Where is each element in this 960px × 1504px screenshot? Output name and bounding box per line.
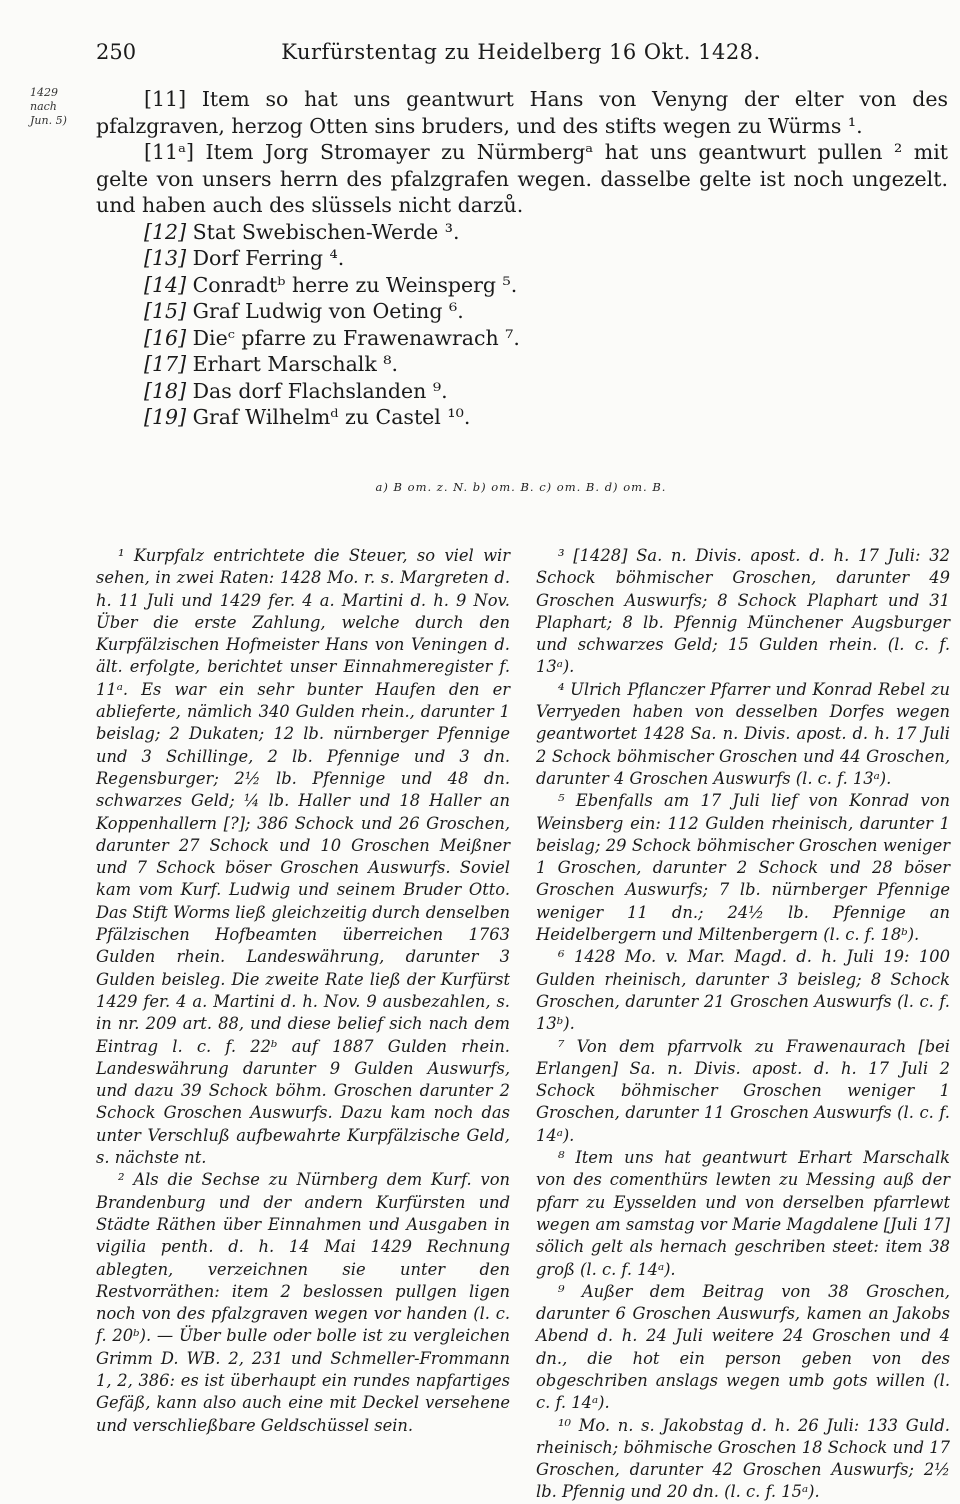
list-item bbox=[96, 351, 948, 378]
item-text: Dieᶜ pfarre zu Frawenawrach ⁷. bbox=[192, 325, 520, 350]
footnotes-left-column bbox=[96, 545, 510, 1437]
list-item bbox=[96, 325, 948, 352]
item-number: [19] bbox=[144, 405, 187, 429]
item-number: [15] bbox=[144, 299, 187, 323]
list-item bbox=[96, 404, 948, 431]
footnote: ⁷ Von dem pfarrvolk zu Frawenaurach [bei Erlangen] Sa. n. Divis. apost. d. h. 17 Juli 2 Schock böhmischer Groschen weniger 1 Groschen, darunter 11 Groschen Auswurfs (l. c. f. 14ᵃ). bbox=[536, 1036, 950, 1145]
item-number: [18] bbox=[144, 378, 187, 403]
margin-note bbox=[30, 86, 94, 128]
list-item bbox=[96, 272, 948, 299]
item-text: Conradtᵇ herre zu Weinsperg ⁵. bbox=[192, 272, 518, 297]
footnotes-right-column bbox=[536, 545, 950, 1504]
footnote: ⁵ Ebenfalls am 17 Juli lief von Konrad von Weinsberg ein: 112 Gulden rheinisch, darunter 1 beislag; 29 Schock böhmischer Groschen weniger 1 Groschen, darunter 2 Schock und 28 böser Groschen Auswurfs; 7 lb. nürnberger Pfennige weniger 11 dn.; 24½ lb. Pfennige an Heidelbergern und Miltenbergern (l. c. f. 18ᵇ). bbox=[536, 791, 950, 945]
item-text: Graf Wilhelmᵈ zu Castel ¹⁰. bbox=[192, 405, 471, 429]
margin-note-line: Jun. 5) bbox=[30, 114, 67, 127]
variant-apparatus: a) B om. z. N. b) om. B. c) om. B. d) om. B. bbox=[375, 480, 667, 494]
footnote: ⁴ Ulrich Pflanczer Pfarrer und Konrad Rebel zu Verryeden haben von desselben Dorfes wegen geantwortet 1428 Sa. n. Divis. apost. d. h. 17 Juli 2 Schock böhmischer Groschen und 44 Groschen, darunter 4 Groschen Auswurfs (l. c. f. 13ᵃ). bbox=[536, 679, 950, 788]
item-number: [14] bbox=[144, 272, 187, 297]
footnote: ⁶ 1428 Mo. v. Mar. Magd. d. h. Juli 19: 100 Gulden rheinisch, darunter 3 beisleg; 8 Schock Groschen, darunter 21 Groschen Auswurfs (l. c. f. 13ᵇ). bbox=[536, 947, 950, 1034]
margin-note-line: 1429 bbox=[30, 86, 58, 99]
item-number: [12] bbox=[144, 219, 187, 244]
item-text: Graf Ludwig von Oeting ⁶. bbox=[192, 299, 464, 323]
footnote: ³ [1428] Sa. n. Divis. apost. d. h. 17 Juli: 32 Schock böhmischer Groschen, darunter 49 Groschen Auswurfs; 8 Schock Plaphart und 31 Plaphart; 8 lb. Pfennig Münchener Augsburger und schwarzes Geld; 15 Gulden rhein. (l. c. f. 13ᵃ). bbox=[536, 546, 950, 677]
main-paragraph: [11] Item so hat uns geantwurt Hans von Venyng der elter von des pfalzgraven, herzog Otten sins bruders, und des stifts wegen zu Würms ¹. bbox=[96, 87, 948, 138]
margin-note-line: nach bbox=[30, 100, 57, 113]
item-text: Stat Swebischen-Werde ³. bbox=[192, 219, 460, 244]
footnote: ¹⁰ Mo. n. s. Jakobstag d. h. 26 Juli: 133 Guld. rheinisch; böhmische Groschen 18 Schock und 17 Groschen, darunter 42 Groschen Auswurfs; 2½ lb. Pfennig und 20 dn. (l. c. f. 15ᵃ). bbox=[536, 1415, 950, 1502]
item-text: Das dorf Flachslanden ⁹. bbox=[192, 378, 448, 403]
list-item bbox=[96, 378, 948, 405]
item-number: [13] bbox=[144, 246, 187, 270]
footnote: ² Als die Sechse zu Nürnberg dem Kurf. von Brandenburg und der andern Kurfürsten und Städte Räthen über Einnahmen und Ausgaben in vigilia penth. d. h. 14 Mai 1429 Rechnung ablegten, verzeichnen sie unter den Restvorräthen: item 2 beslossen pullgen ligen noch von des pfalzgraven wegen vor handen (l. c. f. 20ᵇ). — Über bulle oder bolle ist zu vergleichen Grimm D. WB. 2, 231 und Schmeller-Frommann 1, 2, 386: es ist überhaupt ein rundes napfartiges Gefäß, kann also auch eine mit Deckel versehene und verschließbare Geldschüssel sein. bbox=[96, 1170, 510, 1435]
page-number: 250 bbox=[96, 40, 137, 64]
item-number: [17] bbox=[144, 352, 187, 376]
list-item bbox=[96, 298, 948, 325]
running-title: Kurfürstentag zu Heidelberg 16 Okt. 1428. bbox=[281, 40, 761, 64]
footnote: ¹ Kurpfalz entrichtete die Steuer, so viel wir sehen, in zwei Raten: 1428 Mo. r. s. Margreten d. h. 11 Juli und 1429 fer. 4 a. Martini d. h. 9 Nov. Über die erste Zahlung, welche durch den Kurpfälzischen Hofmeister Hans von Veningen d. ält. erfolgte, berichtet unser Einnahmeregister f. 11ᵃ. Es war ein sehr bunter Haufen den er ablieferte, nämlich 340 Gulden rhein., darunter 1 beislag; 2 Dukaten; 12 lb. nürnberger Pfennige und 3 Schillinge, 2 lb. Pfennige und 3 dn. Regensburger; 2½ lb. Pfennige und 48 dn. schwarzes Geld; ¼ lb. Haller und 18 Haller an Koppenhallern [?]; 386 Schock und 26 Groschen, darunter 27 Schock und 10 Groschen Meißner und 7 Schock böser Groschen Auswurfs. Soviel kam vom Kurf. Ludwig und seinem Bruder Otto. Das Stift Worms ließ gleichzeitig durch denselben Pfälzischen Hofbeamten überreichen 1763 Gulden rhein. Landeswährung, darunter 3 Gulden beisleg. Die zweite Rate ließ der Kurfürst 1429 fer. 4 a. Martini d. h. Nov. 9 ausbezahlen, s. in nr. 209 art. 88, und diese belief sich nach dem Eintrag l. c. f. 22ᵇ auf 1887 Gulden rhein. Landeswährung darunter 9 Gulden Auswurfs, und dazu 39 Schock böhm. Groschen darunter 2 Schock Groschen Auswurfs. Dazu kam noch das unter Verschluß aufbewahrte Kurpfälzische Geld, s. nächste nt. bbox=[96, 546, 510, 1168]
footnote: ⁸ Item uns hat geantwurt Erhart Marschalk von des comenthürs lewten zu Messing auß der pfarr zu Eysselden und von derselben pfarrlewt wegen am samstag vor Marie Magdalene [Juli 17] sölich gelt als hernach geschriben steet: item 38 groß (l. c. f. 14ᵃ). bbox=[536, 1148, 950, 1279]
list-item bbox=[96, 219, 948, 246]
page-header bbox=[96, 40, 946, 70]
item-number: [16] bbox=[144, 325, 187, 350]
main-paragraph: [11ᵃ] Item Jorg Stromayer zu Nürmbergᵃ hat uns geantwurt pullen ² mit gelte von unsers herrn des pfalzgrafen wegen. dasselbe gelte ist noch ungezelt. und haben auch des slüssels nicht darzů. bbox=[96, 140, 948, 217]
main-text bbox=[96, 86, 948, 431]
item-text: Erhart Marschalk ⁸. bbox=[192, 352, 399, 376]
list-item bbox=[96, 245, 948, 272]
item-text: Dorf Ferring ⁴. bbox=[192, 246, 345, 270]
footnote: ⁹ Außer dem Beitrag von 38 Groschen, darunter 6 Groschen Auswurfs, kamen an Jakobs Abend d. h. 24 Juli weitere 24 Groschen und 4 dn., die hot ein person geben von des obgeschriben anslags wegen umb gots willen (l. c. f. 14ᵃ). bbox=[536, 1281, 950, 1413]
